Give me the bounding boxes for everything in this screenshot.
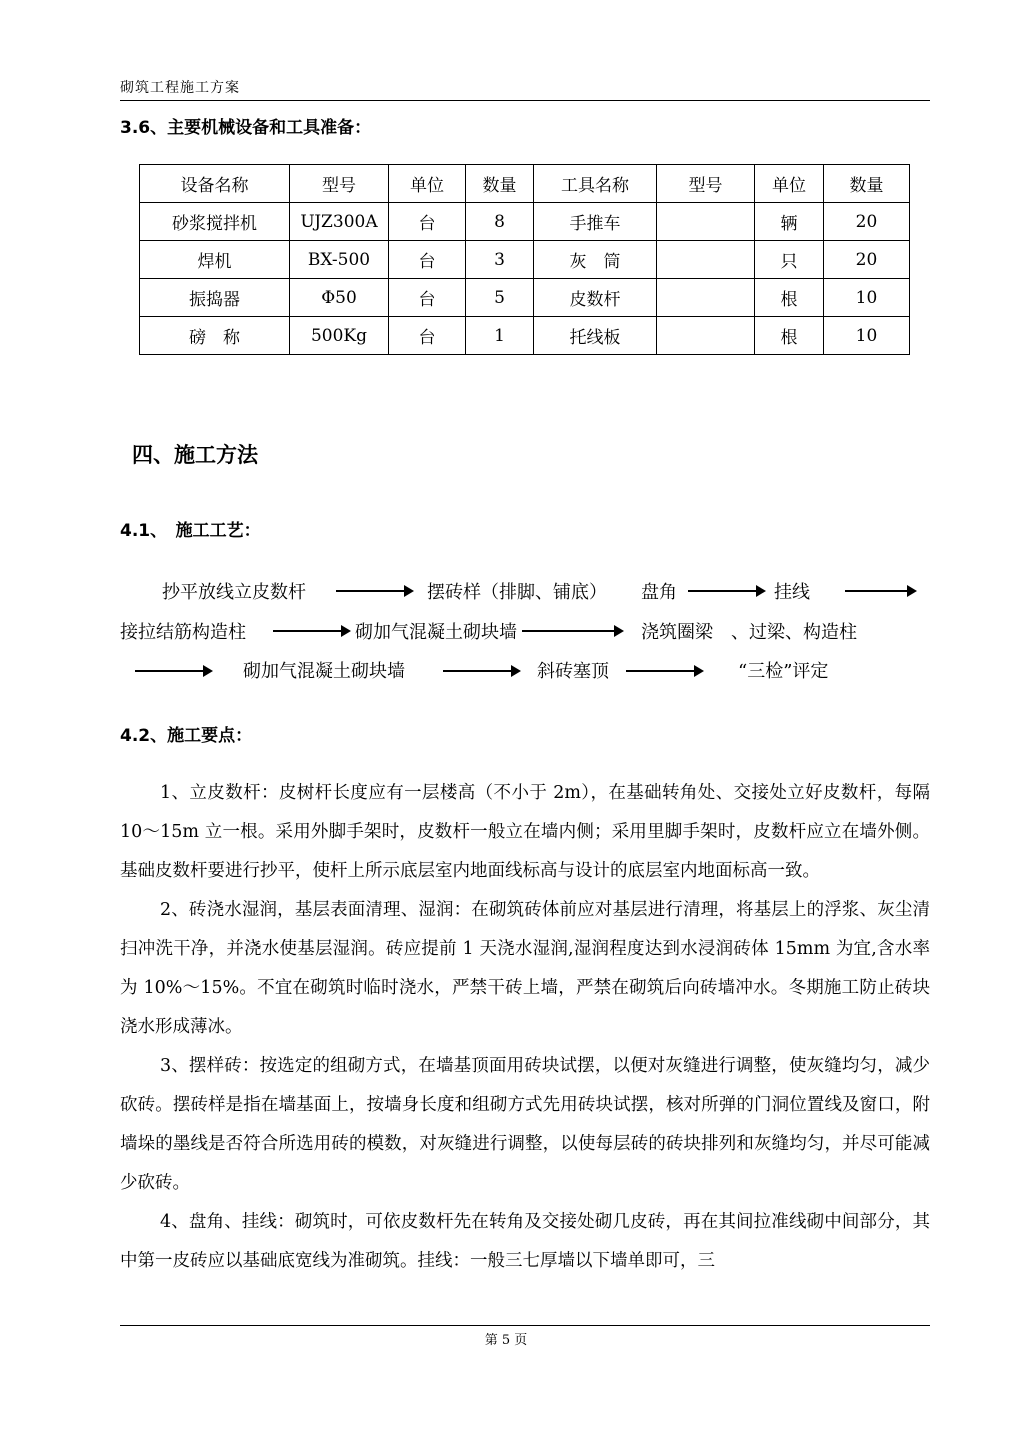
header-divider <box>120 100 930 101</box>
table-cell <box>657 241 755 279</box>
table-cell: 3 <box>466 241 534 279</box>
flow-arrow-icon <box>443 670 519 672</box>
table-header-cell: 型号 <box>290 165 389 203</box>
table-cell <box>657 279 755 317</box>
flow-step: 砌加气混凝土砌块墙 <box>355 622 517 643</box>
table-cell: 500Kg <box>290 317 389 355</box>
table-cell: 焊机 <box>140 241 290 279</box>
table-cell: 灰 筒 <box>534 241 657 279</box>
table-cell: 台 <box>389 317 466 355</box>
paragraph: 1、立皮数杆：皮树杆长度应有一层楼高（不小于 2m），在基础转角处、交接处立好皮数杆，每隔 10～15m 立一根。采用外脚手架时，皮数杆一般立在墙内侧；采用里脚手架时，皮数杆应立在墙外侧。基础皮数杆要进行抄平，使杆上所示底层室内地面线标高与设计的底层室内地面标高一致。 <box>120 783 930 881</box>
table-cell: 1 <box>466 317 534 355</box>
paragraph: 3、摆样砖：按选定的组砌方式，在墙基顶面用砖块试摆，以便对灰缝进行调整，使灰缝均匀，减少砍砖。摆砖样是指在墙基面上，按墙身长度和组砌方式先用砖块试摆，核对所弹的门洞位置线及窗口，附墙垛的墨线是否符合所选用砖的模数，对灰缝进行调整，以使每层砖的砖块排列和灰缝均匀，并尽可能减少砍砖。 <box>120 1056 930 1193</box>
table-cell: 10 <box>824 279 910 317</box>
table-header-cell: 型号 <box>657 165 755 203</box>
footer-divider <box>120 1325 930 1326</box>
table-cell: 20 <box>824 203 910 241</box>
page-header-title: 砌筑工程施工方案 <box>120 80 240 96</box>
flow-step: 浇筑圈梁 、过梁、构造柱 <box>641 622 857 643</box>
table-cell: 辆 <box>755 203 824 241</box>
table-cell: 砂浆搅拌机 <box>140 203 290 241</box>
flow-arrow-icon <box>688 590 764 592</box>
table-header-cell: 数量 <box>466 165 534 203</box>
table-cell: 手推车 <box>534 203 657 241</box>
flow-arrow-icon <box>845 590 915 592</box>
flow-step: 盘角 <box>641 582 677 603</box>
table-cell: 5 <box>466 279 534 317</box>
flow-step: 抄平放线立皮数杆 <box>162 582 306 603</box>
flow-step: “三检”评定 <box>738 661 829 682</box>
table-row <box>140 241 910 279</box>
table-cell: 振捣器 <box>140 279 290 317</box>
flow-arrow-icon <box>522 630 622 632</box>
table-cell: BX-500 <box>290 241 389 279</box>
table-cell: 台 <box>389 203 466 241</box>
table-cell <box>657 203 755 241</box>
construction-points-body <box>120 774 930 1281</box>
table-header-row <box>140 165 910 203</box>
flow-step: 挂线 <box>774 582 810 603</box>
section-heading-4-1: 4.1、 施工工艺： <box>120 521 261 541</box>
flow-arrow-icon <box>273 630 349 632</box>
flow-step: 斜砖塞顶 <box>537 661 609 682</box>
table-row <box>140 317 910 355</box>
table-row <box>140 279 910 317</box>
equipment-table <box>139 164 910 355</box>
table-cell <box>657 317 755 355</box>
table-header-cell: 单位 <box>755 165 824 203</box>
table-cell: 台 <box>389 241 466 279</box>
section-heading-4-2: 4.2、施工要点： <box>120 726 253 746</box>
table-cell: 根 <box>755 317 824 355</box>
table-cell: 根 <box>755 279 824 317</box>
paragraph: 4、盘角、挂线：砌筑时，可依皮数杆先在转角及交接处砌几皮砖，再在其间拉准线砌中间部分，其中第一皮砖应以基础底宽线为准砌筑。挂线：一般三七厚墙以下墙单即可，三 <box>120 1212 930 1271</box>
paragraph: 2、砖浇水湿润，基层表面清理、湿润：在砌筑砖体前应对基层进行清理，将基层上的浮浆、灰尘清扫冲洗干净，并浇水使基层湿润。砖应提前 1 天浇水湿润,湿润程度达到水浸润砖体 15mm 为宜,含水率为 10%～15%。不宜在砌筑时临时浇水，严禁干砖上墙，严禁在砌筑后向砖墙冲水。冬期施工防止砖块浇水形成薄冰。 <box>120 900 930 1037</box>
flow-arrow-icon <box>135 670 211 672</box>
table-cell: 只 <box>755 241 824 279</box>
flow-step: 摆砖样（排脚、铺底） <box>427 582 607 603</box>
table-header-cell: 工具名称 <box>534 165 657 203</box>
table-cell: UJZ300A <box>290 203 389 241</box>
table-header-cell: 数量 <box>824 165 910 203</box>
table-cell: 8 <box>466 203 534 241</box>
section-heading-3-6: 3.6、主要机械设备和工具准备： <box>120 118 372 138</box>
table-header-cell: 设备名称 <box>140 165 290 203</box>
page-number: 第 5 页 <box>484 1333 528 1348</box>
table-cell: Φ50 <box>290 279 389 317</box>
chapter-heading-4: 四、施工方法 <box>132 443 258 467</box>
table-cell: 台 <box>389 279 466 317</box>
table-cell: 皮数杆 <box>534 279 657 317</box>
table-cell: 托线板 <box>534 317 657 355</box>
table-cell: 磅 称 <box>140 317 290 355</box>
table-cell: 20 <box>824 241 910 279</box>
flow-step: 接拉结筋构造柱 <box>120 622 246 643</box>
table-header-cell: 单位 <box>389 165 466 203</box>
flow-arrow-icon <box>626 670 702 672</box>
table-row <box>140 203 910 241</box>
flow-arrow-icon <box>336 590 412 592</box>
table-cell: 10 <box>824 317 910 355</box>
flow-step: 砌加气混凝土砌块墙 <box>243 661 405 682</box>
